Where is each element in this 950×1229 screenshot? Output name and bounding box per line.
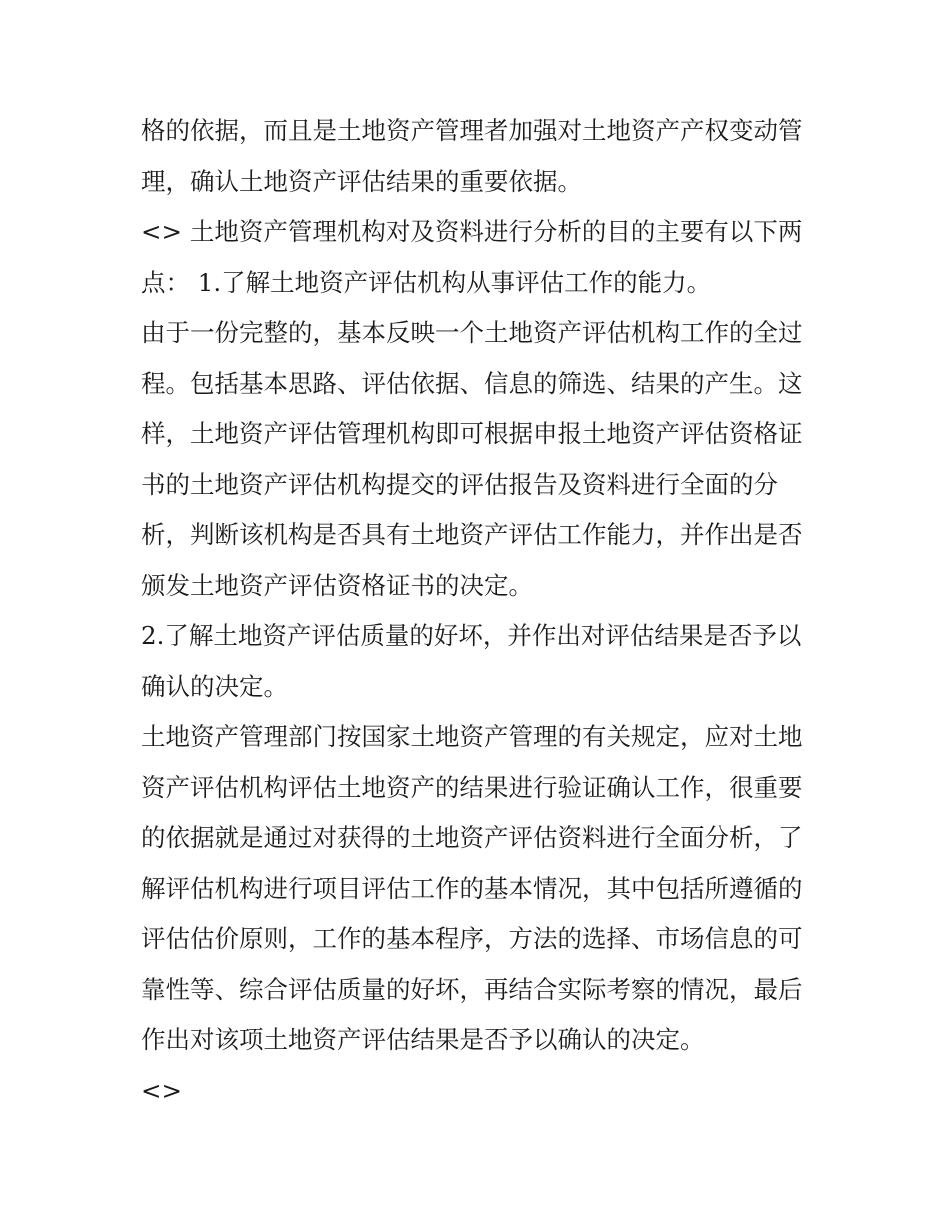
text-line: 格的依据，而且是土地资产管理者加强对土地资产产权变动管 [141,116,803,145]
text-line: <> [141,1075,183,1105]
text-line: 土地资产管理部门按国家土地资产管理的有关规定，应对土地 [141,722,803,751]
text-line: 颁发土地资产评估资格证书的决定。 [141,570,533,600]
text-line: 理，确认土地资产评估结果的重要依据。 [141,166,582,196]
text-line: 由于一份完整的，基本反映一个土地资产评估机构工作的全过 [141,318,803,347]
text-line: 确认的决定。 [141,671,288,701]
text-line: <> 土地资产管理机构对及资料进行分析的目的主要有以下两 [141,217,803,246]
text-line: 书的土地资产评估机构提交的评估报告及资料进行全面的分 [141,469,778,499]
text-line: 的依据就是通过对获得的土地资产评估资料进行全面分析，了 [141,823,803,852]
document-body [141,106,821,1116]
text-line: 样，土地资产评估管理机构即可根据申报土地资产评估资格证 [141,419,803,448]
text-line: 2.了解土地资产评估质量的好坏，并作出对评估结果是否予以 [141,621,802,650]
text-line: 析，判断该机构是否具有土地资产评估工作能力，并作出是否 [141,520,803,549]
text-line: 评估估价原则，工作的基本程序，方法的选择、市场信息的可 [141,924,803,953]
text-line: 靠性等、综合评估质量的好坏，再结合实际考察的情况，最后 [141,974,803,1004]
text-line: 点： 1.了解土地资产评估机构从事评估工作的能力。 [141,267,712,297]
text-line: 作出对该项土地资产评估结果是否予以确认的决定。 [141,1025,705,1054]
text-line: 解评估机构进行项目评估工作的基本情况，其中包括所遵循的 [141,873,803,903]
text-line: 程。包括基本思路、评估依据、信息的筛选、结果的产生。这 [141,368,803,398]
text-line: 资产评估机构评估土地资产的结果进行验证确认工作，很重要 [141,772,803,802]
